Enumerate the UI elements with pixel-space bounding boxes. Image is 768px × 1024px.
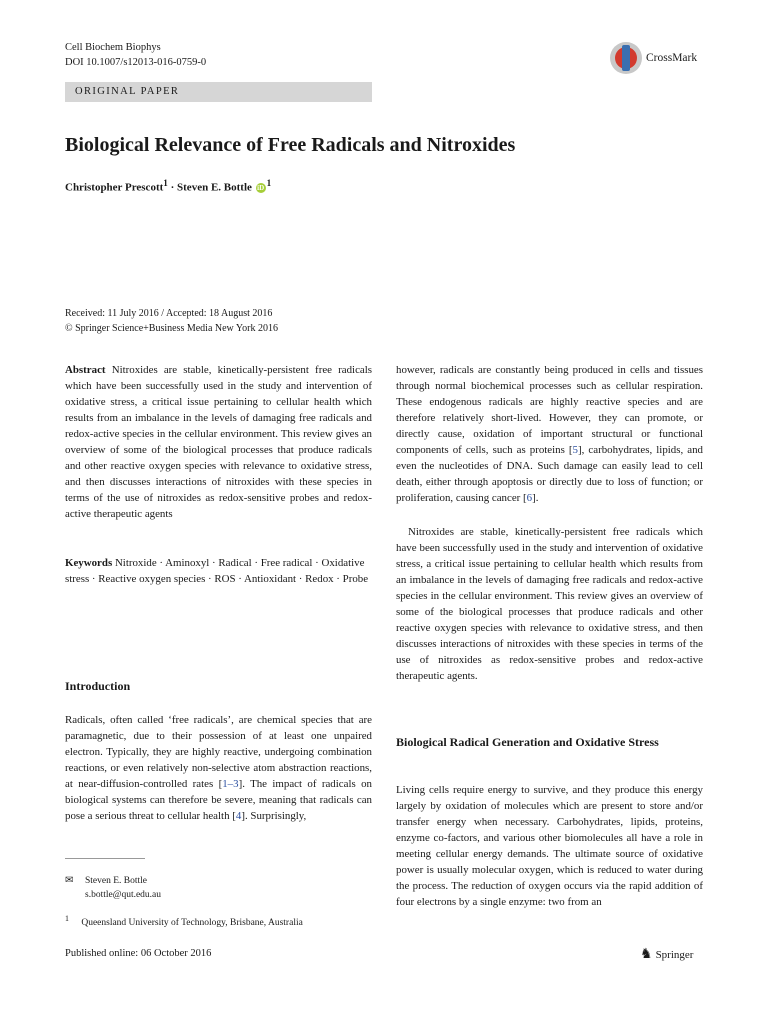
introduction-text (65, 712, 372, 824)
citation-link[interactable]: 1–3 (222, 778, 239, 790)
body-text: ], carbohydrates, lipids, and even the nucleotides of DNA. Such damage can easily lead to cell death, either through apoptosis or directly due to loss of function; or proliferation, causing cancer [ (396, 444, 703, 504)
citation-link[interactable]: 5 (572, 444, 578, 456)
keywords-text: Nitroxide · Aminoxyl · Radical · Free radical · Oxidative stress · Reactive oxygen species · ROS · Antioxidant · Redox · Probe (65, 557, 369, 585)
body-text: Living cells require energy to survive, and they produce this energy largely by oxidation of molecules which are present to store and/or transfer energy when necessary. Carbohydrates, lipids, proteins, enzyme co-factors, and various other biomolecules all have a role in meeting cellular energy demands. The ultimate source of oxidative power is usually molecular oxygen, which is reduced to water during the process. The reduction of oxygen occurs via the rapid addition of four electrons by a single enzyme: two from an (396, 784, 703, 908)
keywords (65, 555, 372, 587)
author-2-affiliation: 1 (266, 178, 272, 188)
corresponding-name: Steven E. Bottle (85, 876, 148, 886)
author-1[interactable]: Christopher Prescott (65, 181, 164, 194)
intro-text-1: Radicals, often called ‘free radicals’, are chemical species that are paramagnetic, due to their possession of at least one unpaired electron. Typically, they are highly reactive, undergoing combination reactions, or even relatively non-selective atom abstraction reactions, at near-diffusion-controlled rates [ (65, 714, 372, 790)
section-text (396, 782, 703, 910)
crossmark-label: CrossMark (646, 52, 698, 64)
body-text: ]. (532, 492, 539, 504)
author-1-affiliation: 1 (163, 178, 168, 188)
author-separator: · (167, 181, 178, 194)
section-heading: Biological Radical Generation and Oxidative Stress (396, 735, 659, 749)
abstract-label: Abstract (65, 364, 106, 376)
affiliation (65, 912, 303, 930)
right-paragraph-1 (396, 362, 703, 506)
crossmark-icon (610, 42, 642, 74)
intro-text-3: ]. Surprisingly, (241, 810, 307, 822)
publisher-name: Springer (655, 948, 694, 961)
envelope-icon: ✉ (65, 875, 74, 886)
article-dates (65, 306, 278, 336)
citation-link[interactable]: 6 (526, 492, 533, 504)
received-accepted: Received: 11 July 2016 / Accepted: 18 August 2016 (65, 308, 273, 319)
affiliation-text: Queensland University of Technology, Brisbane, Australia (81, 918, 303, 929)
abstract-text: Nitroxides are stable, kinetically-persistent free radicals which have been successfully used in the study and intervention of oxidative stress, a critical issue pertaining to cellular health which results from an imbalance in the levels of damaging free radicals and redox-active species in the cellular environment. This review gives an overview of some of the biological processes that produce radicals and other reactive oxygen species with relevance to oxidative stress, and then discusses interactions of nitroxides with these species in terms of the use of nitroxides as redox-sensitive probes and redox-active therapeutic agents (65, 364, 373, 520)
springer-horse-icon: ♞ (640, 947, 653, 962)
journal-info (65, 40, 206, 70)
intro-text-2: ]. The impact of radicals on biological systems can therefore be severe, meaning that radicals can pose a serious threat to cellular health [ (65, 778, 372, 822)
right-paragraph-2 (396, 524, 703, 684)
body-text: Nitroxides are stable, kinetically-persistent free radicals which have been successfully used in the study and intervention of oxidative stress, a critical issue pertaining to cellular health which results from an imbalance in the levels of damaging free radicals and redox-active species in the cellular environment. This review gives an overview of some of the biological processes that produce radicals and other reactive oxygen species with relevance to oxidative stress, and then discusses interactions of nitroxides with these species in terms of the use of nitroxides as redox-sensitive probes and redox-active therapeutic agents. (396, 526, 703, 682)
citation-link[interactable]: 4 (235, 810, 242, 822)
journal-name: Cell Biochem Biophys (65, 42, 161, 53)
springer-logo (640, 946, 693, 963)
paper-type-banner: ORIGINAL PAPER (65, 82, 372, 102)
paper-title: Biological Relevance of Free Radicals and Nitroxides (65, 134, 516, 156)
footnote-divider (65, 858, 145, 859)
doi: DOI 10.1007/s12013-016-0759-0 (65, 57, 207, 68)
author-2[interactable]: Steven E. Bottle (177, 181, 252, 194)
orcid-icon[interactable]: iD (257, 184, 265, 193)
crossmark-badge[interactable] (610, 40, 710, 76)
affiliation-number: 1 (65, 914, 69, 923)
corresponding-email[interactable]: s.bottle@qut.edu.au (85, 890, 162, 900)
published-date: Published online: 06 October 2016 (65, 948, 212, 959)
corresponding-author (65, 874, 162, 900)
keywords-label: Keywords (65, 557, 113, 569)
introduction-heading: Introduction (65, 679, 131, 693)
copyright: © Springer Science+Business Media New York 2016 (65, 323, 278, 334)
author-list (65, 178, 271, 194)
body-text: however, radicals are constantly being produced in cells and tissues through normal biochemical processes such as cellular respiration. These endogenous radicals are highly reactive species and are therefore relatively short-lived. However, they can promote, or directly cause, oxidation of important structural or functional components of cells, such as proteins [ (396, 364, 703, 456)
abstract (65, 362, 372, 522)
